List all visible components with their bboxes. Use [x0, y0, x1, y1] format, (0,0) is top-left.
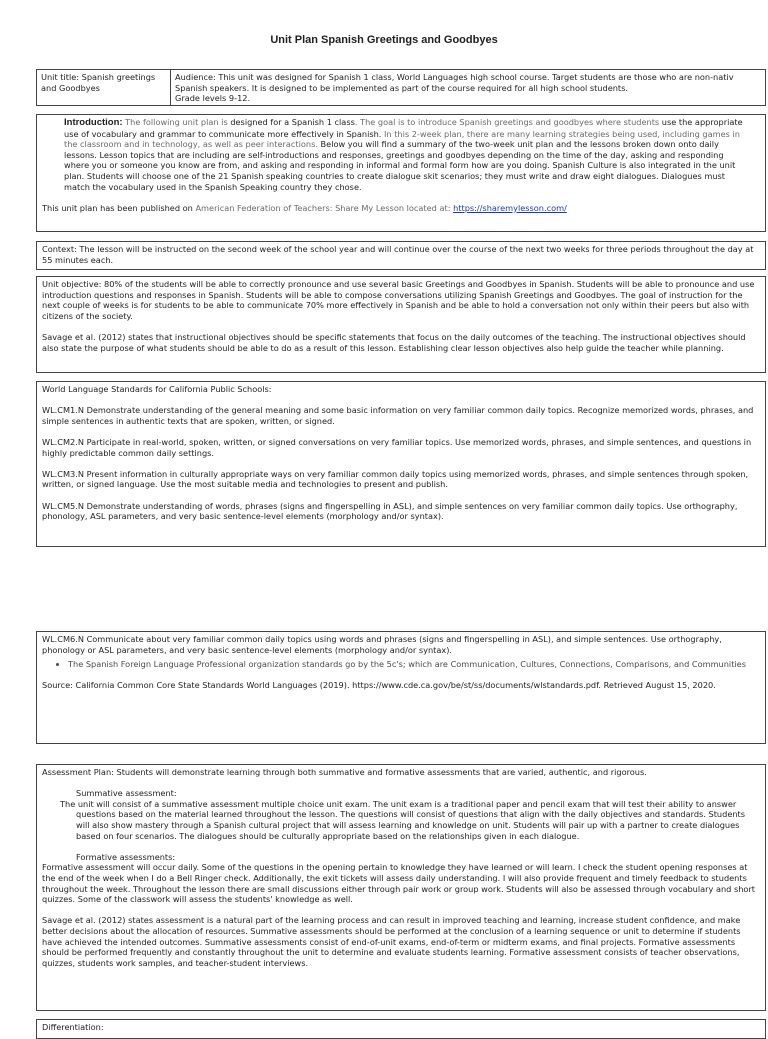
- list-item: • The Spanish Foreign Language Professional organization standards go by the 5c's; which are Communication, Cultures, Connections, Comparisons, and Communities: [68, 659, 760, 670]
- unit-info-table: [36, 69, 766, 106]
- intro-text: designed for a Spanish 1 class: [230, 117, 355, 127]
- document-title: Unit Plan Spanish Greetings and Goodbyes: [270, 34, 498, 46]
- formative-label: Formative assessments:: [76, 851, 176, 862]
- standard-item: WL.CM6.N Communicate about very familiar common daily topics using words and phrases (signs and fingerspelling in ASL), and simple sentences. Use orthography, phonology or ASL parameters, and very basic sentence-level elements (morphology and/or syntax).: [42, 634, 722, 655]
- published-prefix: This unit plan has been published on: [42, 202, 196, 213]
- share-my-lesson-link[interactable]: https://sharemylesson.com/: [453, 202, 567, 213]
- published-site: American Federation of Teachers: Share My Lesson located at:: [195, 202, 454, 213]
- standards-section: [36, 381, 766, 547]
- audience-line: Grade levels 9-12.: [175, 93, 251, 104]
- source-citation: Source: California Common Core State Standards World Languages (2019). https://www.cde.ca.gov/be/st/ss/documents/wlstandards.pdf. Retrieved August 15, 2020.: [42, 680, 716, 691]
- differentiation-heading: Differentiation:: [42, 1022, 104, 1032]
- standards-bullet-list: [42, 659, 760, 670]
- audience-line: Spanish speakers. It is designed to be implemented as part of the course required for all high school students.: [175, 82, 629, 93]
- differentiation-section: [36, 1019, 766, 1039]
- audience-line: Audience: This unit was designed for Spanish 1 class, World Languages high school course. Target students are those who are non-nativ: [175, 72, 734, 82]
- context-section: [36, 241, 766, 270]
- standards-continued-section: [36, 631, 766, 744]
- context-text: Context: The lesson will be instructed on the second week of the school year and will continue over the course of the next two weeks for three periods throughout the day at 55 minutes each.: [42, 244, 754, 265]
- assessment-section: [36, 764, 766, 1011]
- standard-item: WL.CM1.N Demonstrate understanding of the general meaning and some basic information on very familiar common daily topics. Recognize memorized words, phrases, and simple sentences in authentic texts that are spoken, written, or signed.: [42, 405, 754, 426]
- objective-section: [36, 276, 766, 373]
- audience-cell: [171, 70, 765, 105]
- unit-title-cell: Unit title: Spanish greetings and Goodbyes: [37, 70, 171, 105]
- standard-item: WL.CM2.N Participate in real-world, spoken, written, or signed conversations on very familiar topics. Use memorized words, phrases, and simple sentences, and questions in highly predictable common daily settings.: [42, 436, 752, 458]
- intro-text: In this 2-week plan, there are many learning strategies being used, including games in the classroom and in technology, as well as peer interactions.: [64, 128, 740, 150]
- objective-text: Unit objective: 80% of the students will be able to correctly pronounce and use several basic Greetings and Goodbyes in Spanish. Students will be able to pronounce and use introduction questions and responses in Spanish. Students will be able to compose conversations utilizing Spanish Greetings and Goodbyes. The goal of instruction for the next couple of weeks is for students to be able to communicate 70% more effectively in Spanish and be able to hold a conversation not only within their peers but also with citizens of the society.: [42, 279, 755, 321]
- summative-text: The unit will consist of a summative assessment multiple choice unit exam. The unit exam is a traditional paper and pencil exam that will test their ability to answer questions based on the material learned throughout the lesson. The questions will consist of questions that align with the daily objectives and standards. Students will also show mastery through a Spanish cultural project that will assess learning and knowledge on unit. Students will pair up with a partner to create dialogues based on four scenarios. The dialogues should be culturally appropriate based on the relationships given in each dialogue.: [60, 798, 746, 841]
- summative-label: Summative assessment:: [76, 788, 177, 799]
- assessment-savage-text: Savage et al. (2012) states assessment is a natural part of the learning process and can result in improved teaching and learning, increase student confidence, and make better decisions about the allocation of resources. Summative assessments should be performed at the conclusion of a learning sequence or unit to determine if students have achieved the intended outcomes. Summative assessments consist of end-of-unit exams, end-of-term or midterm exams, and final projects. Formative assessments should be performed frequently and constantly throughout the unit to determine and evaluate students learning. Formative assessment consists of teacher observations, quizzes, students work samples, and teacher-student interviews.: [42, 915, 741, 968]
- published-line: [42, 203, 760, 214]
- intro-text: The following unit plan is: [122, 117, 231, 127]
- formative-text: Formative assessment will occur daily. Some of the questions in the opening pertain to knowledge they have learned or will learn. I check the student opening responses at the end of the week when I do a Bell Ringer check. Additionally, the exit tickets will assess daily understanding. I will also provide frequent and timely feedback to students throughout the week. Throughout the lesson there are small discussions either through pair work or group work. Students will also be assessed through vocabulary and short quizzes. Some of the classwork will assess the students' knowledge as well.: [42, 862, 756, 905]
- objective-savage-text: Savage et al. (2012) states that instructional objectives should be specific statements that focus on the daily outcomes of the teaching. The instructional objectives should also state the purpose of what students should be able to do as a result of this lesson. Establishing clear lesson objectives also help guide the teacher while planning.: [42, 331, 746, 353]
- standard-item: WL.CM3.N Present information in culturally appropriate ways on very familiar common daily topics using memorized words, phrases, and simple sentences through spoken, written, or signed language. Use the most suitable media and technologies to present and publish.: [42, 468, 749, 490]
- standards-heading: World Language Standards for California Public Schools:: [42, 384, 272, 394]
- assessment-heading: Assessment Plan: Students will demonstrate learning through both summative and formative assessments that are varied, authentic, and rigorous.: [42, 767, 647, 777]
- intro-text: use the appropriate use of vocabulary and grammar to communicate more effectively in Spanish.: [64, 117, 743, 139]
- introduction-label: Introduction:: [64, 117, 123, 128]
- introduction-section: [36, 114, 766, 232]
- intro-text: . The goal is to introduce Spanish greetings and goodbyes where students: [354, 117, 662, 127]
- intro-text: Below you will find a summary of the two-week unit plan and the lessons broken down onto daily lessons. Lesson topics that are including are self-introductions and responses, greetings and goodbyes depending on the time of the day, asking and responding where you or someone you know are from, and asking and responding in informal and formal form how are you doing. Spanish Culture is also integrated in the unit plan. Students will choose one of the 21 Spanish speaking countries to create dialogue skit scenarios; they must write and draw eight dialogues. Dialogues must match the vocabulary used in the Spanish Speaking country they chose.: [64, 139, 736, 192]
- standard-item: WL.CM5.N Demonstrate understanding of words, phrases (signs and fingerspelling in ASL), and simple sentences on very familiar common daily topics. Use orthography, phonology, ASL parameters, and very basic sentence-level elements (morphology and/or syntax).: [42, 500, 738, 522]
